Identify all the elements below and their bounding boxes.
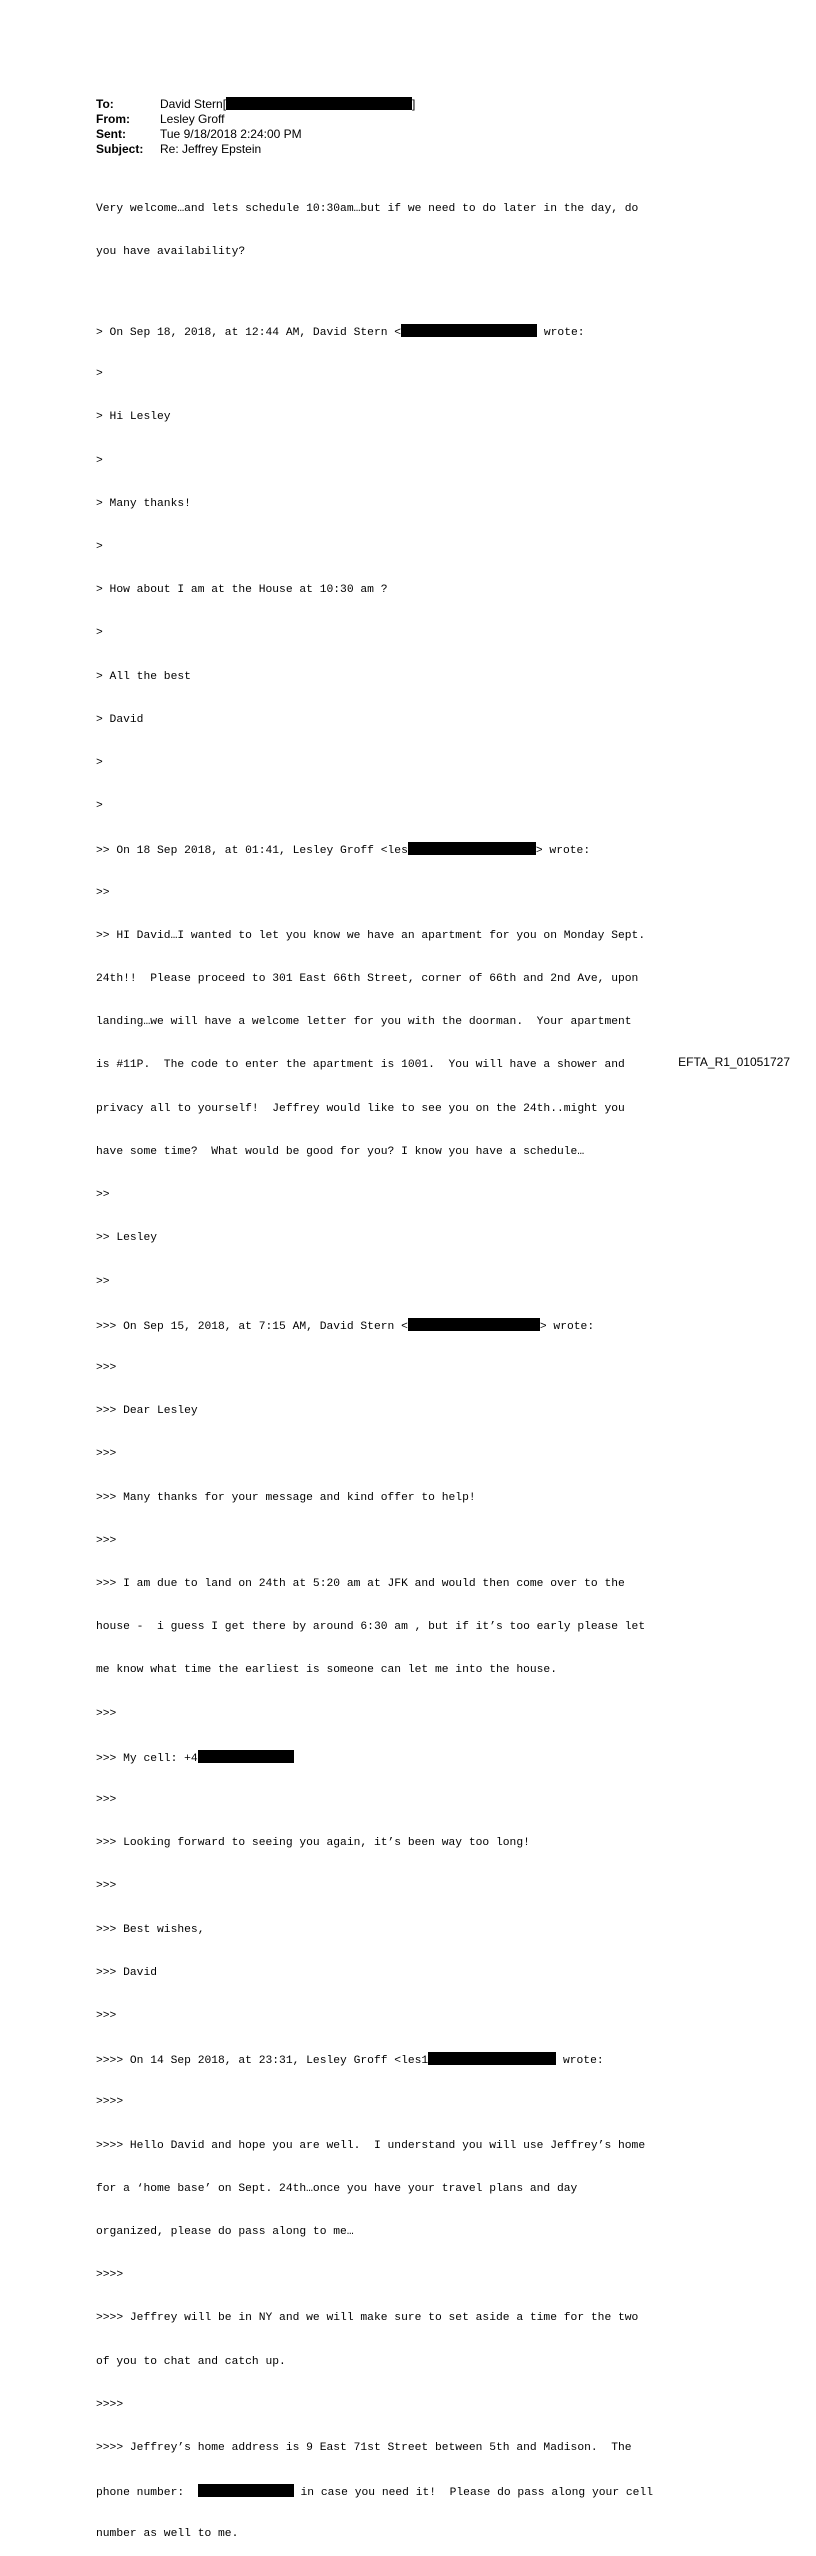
from-value: Lesley Groff — [160, 112, 225, 126]
body-line: > How about I am at the House at 10:30 am ? — [96, 584, 388, 597]
email-body — [96, 173, 786, 2556]
quote-marker: > — [96, 368, 103, 381]
to-label: To: — [96, 97, 114, 111]
body-line: >> HI David…I wanted to let you know we have an apartment for you on Monday Sept. — [96, 929, 646, 942]
quote-marker: >>>> — [96, 2398, 124, 2411]
body-line: landing…we will have a welcome letter for you with the doorman. Your apartment — [96, 1016, 632, 1029]
to-suffix: ] — [412, 97, 416, 111]
quote-marker: >> — [96, 1275, 110, 1288]
quote-marker: >>> — [96, 1707, 117, 1720]
sent-row — [96, 127, 415, 142]
body-line: of you to chat and catch up. — [96, 2355, 286, 2368]
body-line: house - i guess I get there by around 6:30 am , but if it’s too early please let — [96, 1621, 646, 1634]
redaction-bar — [198, 2484, 294, 2497]
quote-header-1: > On Sep 18, 2018, at 12:44 AM, David Stern < wrote: — [96, 324, 786, 338]
quote-marker: > — [96, 757, 103, 770]
document-id: EFTA_R1_01051727 — [678, 1055, 790, 1069]
subject-label: Subject: — [96, 142, 144, 156]
body-line: >> Lesley — [96, 1232, 158, 1245]
quote-header-2: >> On 18 Sep 2018, at 01:41, Lesley Groff <les > wrote: — [96, 842, 786, 856]
body-line: me know what time the earliest is someone can let me into the house. — [96, 1664, 557, 1677]
redaction-bar — [408, 842, 536, 855]
quote-marker: >> — [96, 886, 110, 899]
body-line: > David — [96, 713, 144, 726]
cell-line: >>> My cell: +4 — [96, 1750, 786, 1764]
body-line: > Many thanks! — [96, 497, 191, 510]
sent-label: Sent: — [96, 127, 126, 141]
body-line: >>>> Hello David and hope you are well. I understand you will use Jeffrey’s home — [96, 2139, 646, 2152]
subject-value: Re: Jeffrey Epstein — [160, 142, 262, 156]
quote-marker: > — [96, 454, 103, 467]
body-line: number as well to me. — [96, 2528, 239, 2541]
body-line: privacy all to yourself! Jeffrey would like to see you on the 24th..might you — [96, 1102, 625, 1115]
quote-marker: >>>> — [96, 2096, 124, 2109]
redaction-bar — [401, 324, 537, 337]
body-line: >>>> Jeffrey’s home address is 9 East 71st Street between 5th and Madison. The — [96, 2441, 632, 2454]
body-line: >>> Dear Lesley — [96, 1405, 198, 1418]
body-line: organized, please do pass along to me… — [96, 2225, 354, 2238]
phone-line: phone number: in case you need it! Please do pass along your cell — [96, 2484, 786, 2498]
redaction-bar — [226, 97, 412, 110]
body-line: is #11P. The code to enter the apartment is 1001. You will have a shower and — [96, 1059, 625, 1072]
body-line: Very welcome…and lets schedule 10:30am…but if we need to do later in the day, do — [96, 202, 639, 215]
body-line: >>> I am due to land on 24th at 5:20 am at JFK and would then come over to the — [96, 1577, 625, 1590]
body-line: 24th!! Please proceed to 301 East 66th Street, corner of 66th and 2nd Ave, upon — [96, 973, 639, 986]
body-line: >>> Looking forward to seeing you again, it’s been way too long! — [96, 1837, 530, 1850]
quote-marker: > — [96, 541, 103, 554]
body-line: >>> Many thanks for your message and kind offer to help! — [96, 1491, 476, 1504]
sent-value: Tue 9/18/2018 2:24:00 PM — [160, 127, 302, 141]
quote-marker: >>>> — [96, 2269, 124, 2282]
redaction-bar — [198, 1750, 294, 1763]
body-line: >>> David — [96, 1966, 158, 1979]
to-value — [160, 97, 415, 112]
to-name: David Stern[ — [160, 97, 227, 111]
body-line: > All the best — [96, 670, 191, 683]
quote-marker: >>> — [96, 1793, 117, 1806]
quote-marker: >>> — [96, 1448, 117, 1461]
body-line: >>> Best wishes, — [96, 1923, 205, 1936]
quote-marker: > — [96, 800, 103, 813]
body-line: > Hi Lesley — [96, 411, 171, 424]
quote-marker: >>> — [96, 2009, 117, 2022]
quote-header-4: >>>> On 14 Sep 2018, at 23:31, Lesley Groff <les1 wrote: — [96, 2052, 786, 2066]
quote-marker: >>> — [96, 1534, 117, 1547]
body-line: have some time? What would be good for you? I know you have a schedule… — [96, 1145, 585, 1158]
from-row — [96, 112, 415, 127]
from-label: From: — [96, 112, 130, 126]
quote-marker: > — [96, 627, 103, 640]
body-line: >>>> Jeffrey will be in NY and we will make sure to set aside a time for the two — [96, 2312, 639, 2325]
to-row — [96, 97, 415, 112]
quote-marker: >>> — [96, 1880, 117, 1893]
quote-header-3: >>> On Sep 15, 2018, at 7:15 AM, David Stern < > wrote: — [96, 1318, 786, 1332]
email-header — [96, 97, 415, 157]
quote-marker: >>> — [96, 1361, 117, 1374]
quote-marker: >> — [96, 1189, 110, 1202]
subject-row — [96, 142, 415, 157]
redaction-bar — [408, 1318, 540, 1331]
body-line: you have availability? — [96, 246, 246, 259]
body-line: for a ‘home base’ on Sept. 24th…once you have your travel plans and day — [96, 2182, 578, 2195]
redaction-bar — [428, 2052, 556, 2065]
